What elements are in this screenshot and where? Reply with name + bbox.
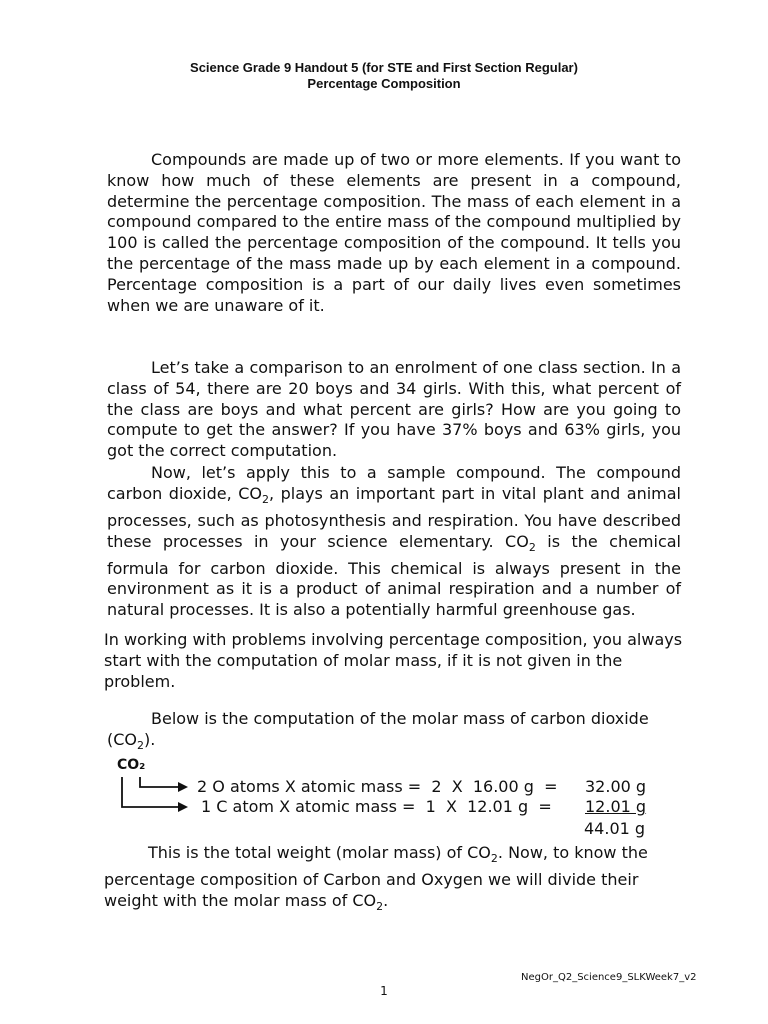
total-weight-text-part-1: This is the total weight (molar mass) of CO [148, 843, 491, 862]
co2-formula-label: CO₂ [117, 757, 146, 773]
carbon-mass-value: 12.01 g [585, 797, 647, 816]
carbon-calculation: 1 C atom X atomic mass = 1 X 12.01 g = [201, 797, 552, 816]
handout-subtitle: Percentage Composition [307, 76, 461, 91]
paragraph-carbon-dioxide [107, 463, 681, 621]
total-molar-mass-value: 44.01 g [584, 819, 646, 838]
computation-text-part-2: ). [144, 729, 156, 749]
computation-text-part-1: Below is the computation of the molar mass of carbon dioxide (CO [107, 709, 649, 749]
co2-text-part-3: is the chemical formula for carbon dioxide. This chemical is always present in the environment as it is a product of animal respiration and a number of natural processes. It is also a potentially harmful greenhouse gas. [107, 531, 682, 620]
total-weight-text-part-3: . [383, 890, 389, 910]
oxygen-calculation: 2 O atoms X atomic mass = 2 X 16.00 g = [197, 777, 558, 796]
subscript: 2 [137, 738, 145, 752]
subscript: 2 [490, 852, 498, 866]
footer-document-code: NegOr_Q2_Science9_SLKWeek7_v2 [521, 972, 697, 983]
document-header [0, 60, 768, 92]
subscript: 2 [261, 492, 269, 506]
subscript: 2 [528, 540, 536, 554]
paragraph-molar-mass-intro: In working with problems involving percentage composition, you always start with the computation of molar mass, if it is not given in the problem. [104, 630, 683, 691]
handout-title: Science Grade 9 Handout 5 (for STE and First Section Regular) [190, 60, 578, 75]
co2-text-part-1: Now, let’s apply this to a sample compound. The compound carbon dioxide, CO [107, 463, 681, 503]
paragraph-class-comparison: Let’s take a comparison to an enrolment of one class section. In a class of 54, there are 20 boys and 34 girls. With this, what percent of the class are boys and what percent are girls? How are you going to compute to get the answer? If you have 37% boys and 63% girls, you got the correct computation. [107, 358, 681, 461]
oxygen-mass-value: 32.00 g [585, 777, 647, 796]
paragraph-total-weight [104, 843, 684, 918]
paragraph-computation-intro [107, 709, 681, 757]
paragraph-intro: Compounds are made up of two or more elements. If you want to know how much of these elements are present in a compound, determine the percentage composition. The mass of each element in a compound compared to the entire mass of the compound multiplied by 100 is called the percentage composition of the compound. It tells you the percentage of the mass made up by each element in a compound. Percentage composition is a part of our daily lives even sometimes when we are unaware of it. [107, 150, 681, 315]
co2-text-part-2: , plays an important part in vital plant and animal processes, such as photosynthesis and respiration. You have described these processes in your science elementary. CO [107, 483, 681, 551]
subscript: 2 [376, 899, 384, 913]
page-number: 1 [380, 984, 388, 998]
total-weight-text-part-2: . Now, to know the percentage composition of Carbon and Oxygen we will divide their weight with the molar mass of CO [104, 843, 648, 910]
bracket-arrows-icon [110, 775, 190, 815]
